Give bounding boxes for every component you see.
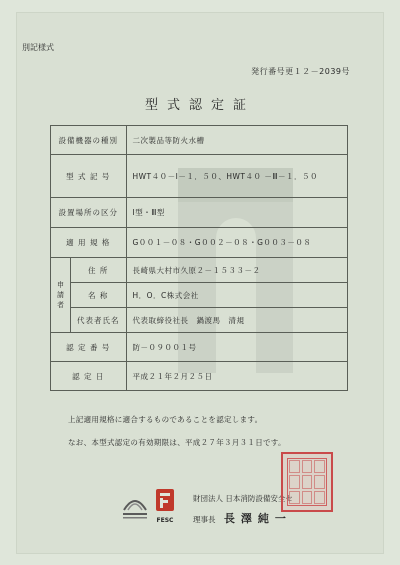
label-equipment-type: 設備機器の種別 [51,126,127,155]
label-representative: 代表者氏名 [71,308,127,333]
fesc-logo-text: FESC [156,517,174,524]
value-name: H．O．C株式会社 [126,283,348,308]
value-representative: 代表取締役社長 鍋渡馬 清規 [126,308,348,333]
label-location-class: 設置場所の区分 [51,198,127,228]
label-cert-date: 認 定 日 [51,362,127,391]
row-location-class [51,198,348,228]
label-model-no: 型 式 記 号 [51,155,127,198]
label-address: 住 所 [71,258,127,283]
representative-signature [193,510,292,526]
label-applicant: 申請者 [51,258,71,333]
row-cert-no [51,333,348,362]
document-title: 型式認定証 [144,98,255,113]
row-name [51,283,348,308]
form-label: 別記様式 [22,43,54,52]
fesc-mark-icon [152,489,178,513]
value-address: 長崎県大村市久原２－１５３３－２ [126,258,348,283]
value-cert-no: 防－０９００１号 [126,333,348,362]
row-model-no [51,155,348,198]
certificate-table [50,125,348,391]
row-address [51,258,348,283]
value-standard: G００１－０８・G００２－０８・G００３－０８ [126,228,348,258]
label-name: 名 称 [71,283,127,308]
row-representative [51,308,348,333]
certification-statement: 上記適用規格に適合するものであることを認定します。 [68,415,263,424]
value-location-class: Ⅰ型・Ⅲ型 [126,198,348,228]
seal-pattern [287,458,327,506]
representative-name: 長澤純一 [223,512,292,525]
value-model-no: HWT４０－Ⅰ－１．５０、HWT４０ －Ⅲ－１．５０ [126,155,348,198]
issue-number: 発行番号更１２－2039号 [251,67,350,76]
fesc-logo [152,489,178,523]
row-cert-date [51,362,348,391]
label-cert-no: 認 定 番 号 [51,333,127,362]
row-standard [51,228,348,258]
label-standard: 適 用 規 格 [51,228,127,258]
official-seal-icon [281,452,333,512]
row-equipment-type [51,126,348,155]
products-logo-icon [120,488,150,524]
representative-title: 理事長 [193,515,216,524]
issuing-organization: 財団法人 日本消防設備安全セ [193,494,293,503]
validity-statement: なお、本型式認定の有効期限は、平成２７年３月３１日です。 [68,438,286,447]
value-equipment-type: 二次製品等防火水槽 [126,126,348,155]
value-cert-date: 平成２１年２月２５日 [126,362,348,391]
